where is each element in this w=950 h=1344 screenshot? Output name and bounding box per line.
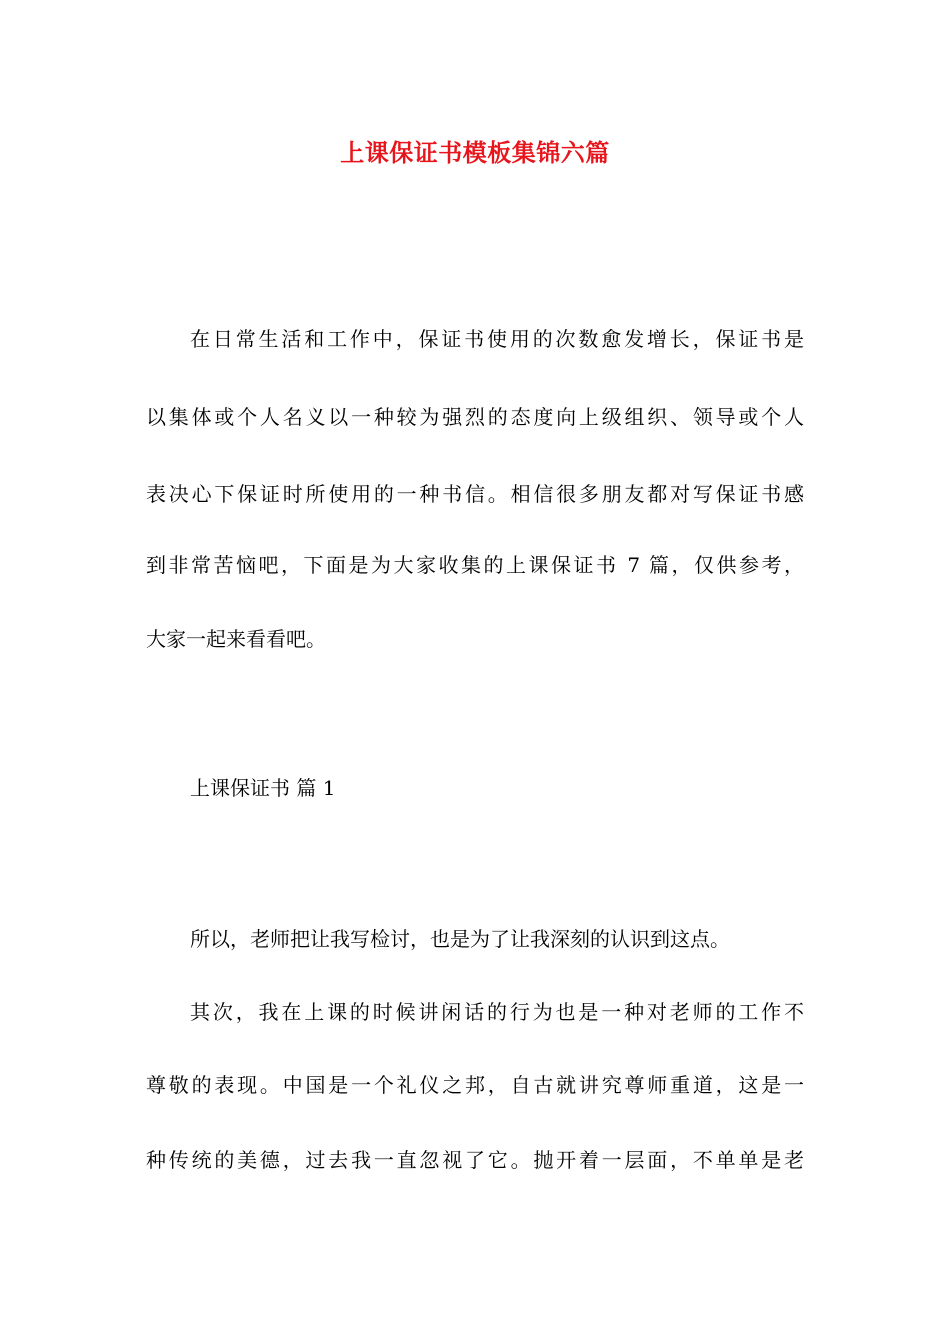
body-line-4: 种传统的美德，过去我一直忽视了它。抛开着一层面，不单单是老 bbox=[146, 1148, 804, 1172]
intro-line-1: 在日常生活和工作中，保证书使用的次数愈发增长，保证书是 bbox=[190, 327, 804, 351]
intro-line-2: 以集体或个人名义以一种较为强烈的态度向上级组织、领导或个人 bbox=[146, 405, 804, 429]
document-title: 上课保证书模板集锦六篇 bbox=[340, 138, 610, 167]
intro-line-3: 表决心下保证时所使用的一种书信。相信很多朋友都对写保证书感 bbox=[146, 482, 804, 506]
intro-line-4: 到非常苦恼吧，下面是为大家收集的上课保证书 7 篇，仅供参考， bbox=[146, 553, 804, 577]
body-line-3: 尊敬的表现。中国是一个礼仪之邦，自古就讲究尊师重道，这是一 bbox=[146, 1073, 804, 1097]
body-line-1: 所以，老师把让我写检讨，也是为了让我深刻的认识到这点。 bbox=[190, 927, 730, 951]
body-line-2: 其次，我在上课的时候讲闲话的行为也是一种对老师的工作不 bbox=[190, 1000, 804, 1024]
section-heading: 上课保证书 篇 1 bbox=[190, 776, 336, 800]
intro-line-5: 大家一起来看看吧。 bbox=[146, 627, 326, 651]
